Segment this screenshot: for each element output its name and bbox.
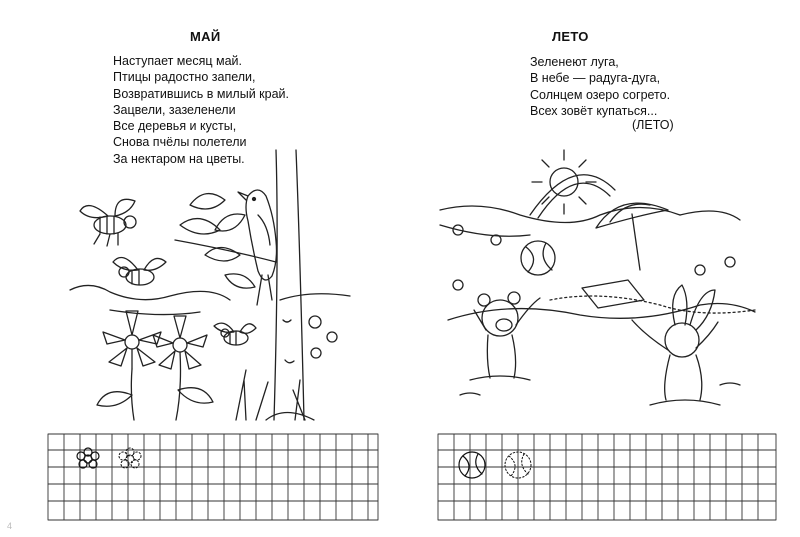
poem-line: Зацвели, зазеленели — [113, 102, 236, 117]
corner-mark: 4 — [7, 521, 13, 531]
ball-sample-icon — [459, 452, 485, 478]
bear-icon — [474, 292, 540, 378]
bee-icon — [214, 323, 256, 345]
beach-ball-icon — [521, 241, 555, 275]
poem-line: Наступает месяц май. — [113, 54, 242, 68]
page-title: ЛЕТО — [552, 29, 589, 44]
poem-line: За нектаром на цветы. — [113, 151, 245, 166]
poem-line: Всех зовёт купаться... — [530, 103, 658, 118]
poem-line: Зеленеют луга, — [530, 55, 619, 69]
small-flower-icon — [695, 265, 705, 275]
riddle-answer: (ЛЕТО) — [632, 118, 674, 132]
flower-icon — [153, 316, 213, 420]
right-page — [400, 0, 800, 537]
summer-coloring-illustration — [400, 0, 800, 537]
bee-icon — [113, 258, 166, 286]
small-flower-icon — [725, 257, 735, 267]
poem-line: Все деревья и кусты, — [113, 119, 237, 134]
poem-line: В небе — радуга-дуга, — [530, 71, 661, 86]
poem-line: Птицы радостно запели, — [113, 70, 256, 85]
poem-line: Солнцем озеро согрето. — [530, 87, 671, 102]
page-title: МАЙ — [190, 29, 221, 44]
branch-with-leaves — [175, 194, 276, 289]
bee-icon — [80, 199, 136, 246]
exercise-grid — [438, 434, 776, 520]
beach-towel — [582, 280, 644, 308]
poem-line: Снова пчёлы полетели — [113, 135, 247, 150]
poem-line: Возвратившись в милый край. — [113, 86, 289, 101]
exercise-grid — [48, 434, 378, 520]
small-flower-icon — [453, 280, 463, 290]
sun-icon — [532, 150, 596, 214]
small-flower-icon — [491, 235, 501, 245]
flower-trace-icon — [119, 448, 141, 468]
flower-icon — [97, 311, 161, 420]
small-flower-icon — [309, 316, 337, 358]
tree-trunk — [266, 150, 314, 420]
